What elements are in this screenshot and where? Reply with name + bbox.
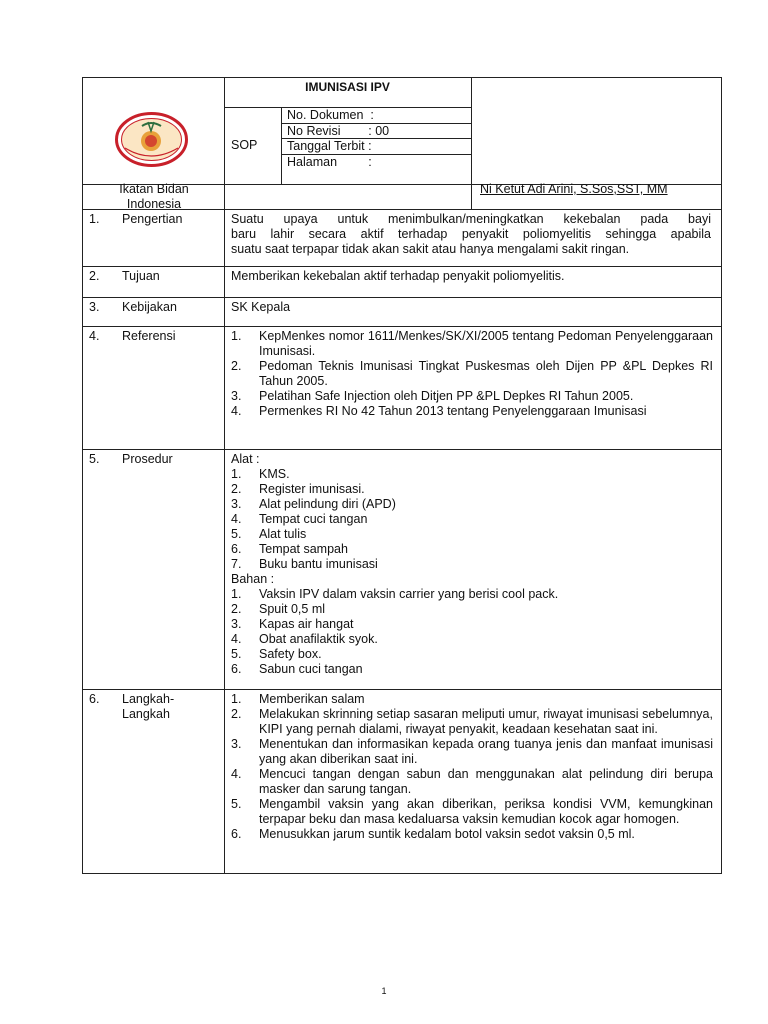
- row-label-line-2: Langkah: [122, 707, 170, 721]
- item-text: Pedoman Teknis Imunisasi Tingkat Puskesmas oleh Dijen PP &PL Depkes RI Tahun 2005.: [259, 359, 713, 388]
- item-text: Memberikan salam: [259, 692, 365, 706]
- item-text: Sabun cuci tangan: [259, 662, 363, 676]
- list-item: 2. Melakukan skrinning setiap sasaran meliputi umur, riwayat imunisasi sebelumnya, KIPI yang pernah dialami, riwayat penyakit, keadaan kesehatan saat ini.: [231, 707, 713, 736]
- list-item: 3. Menentukan dan informasikan kepada orang tuanya jenis dan manfaat imunisasi yang akan diberikan saat ini.: [231, 737, 713, 766]
- list-item: 3. Kapas air hangat: [231, 617, 354, 631]
- list-item: 6. Sabun cuci tangan: [231, 662, 363, 676]
- col-divider-left: [224, 77, 225, 874]
- row-label: Kebijakan: [122, 300, 177, 314]
- item-text: Melakukan skrinning setiap sasaran meliputi umur, riwayat imunisasi sebelumnya, KIPI yang pernah dialami, riwayat penyakit, keadaan kesehatan saat ini.: [259, 707, 713, 736]
- list-item: 1. Vaksin IPV dalam vaksin carrier yang berisi cool pack.: [231, 587, 559, 601]
- list-item: 4. Tempat cuci tangan: [231, 512, 368, 526]
- row-label: Referensi: [122, 329, 176, 343]
- item-text: Vaksin IPV dalam vaksin carrier yang berisi cool pack.: [259, 587, 559, 601]
- signatory-name: Ni Ketut Adi Arini, S.Sos,SST, MM: [480, 182, 668, 196]
- ibi-logo: [115, 112, 188, 167]
- row-number: 3.: [89, 300, 100, 314]
- row-label: Tujuan: [122, 269, 160, 283]
- row-number: 1.: [89, 212, 100, 226]
- list-item: 1. KepMenkes nomor 1611/Menkes/SK/XI/2005 tentang Pedoman Penyelenggaraan Imunisasi.: [231, 329, 713, 358]
- row-label: Pengertian: [122, 212, 183, 226]
- field-tanggal-terbit: Tanggal Terbit :: [287, 139, 372, 153]
- tujuan-text: Memberikan kekebalan aktif terhadap penyakit poliomyelitis.: [231, 269, 565, 283]
- row-line-5: [82, 449, 722, 450]
- item-text: Alat pelindung diri (APD): [259, 497, 396, 511]
- list-item: 7. Buku bantu imunisasi: [231, 557, 378, 571]
- list-item: 2. Pedoman Teknis Imunisasi Tingkat Puskesmas oleh Dijen PP &PL Depkes RI Tahun 2005.: [231, 359, 713, 388]
- item-text: KepMenkes nomor 1611/Menkes/SK/XI/2005 tentang Pedoman Penyelenggaraan Imunisasi.: [259, 329, 713, 358]
- row-line-4: [82, 326, 722, 327]
- list-item: 3. Alat pelindung diri (APD): [231, 497, 396, 511]
- col-divider-sop: [281, 107, 282, 184]
- item-text: Spuit 0,5 ml: [259, 602, 326, 616]
- row-line-6: [82, 689, 722, 690]
- text-line: suatu saat terpapar tidak akan sakit atau hanya mengalami sakit ringan.: [231, 242, 630, 256]
- row-number: 6.: [89, 692, 100, 706]
- row-number: 2.: [89, 269, 100, 283]
- item-text: Tempat cuci tangan: [259, 512, 368, 526]
- alat-heading: Alat :: [231, 452, 260, 466]
- bahan-list: [231, 587, 713, 677]
- page-number: 1: [381, 986, 387, 996]
- field-halaman: Halaman :: [287, 155, 372, 169]
- list-item: 6. Menusukkan jarum suntik kedalam botol vaksin sedot vaksin 0,5 ml.: [231, 827, 635, 841]
- text-line: Suatu upaya untuk menimbulkan/meningkatkan kekebalan pada bayi: [231, 212, 711, 226]
- list-item: 4. Permenkes RI No 42 Tahun 2013 tentang Penyelenggaraan Imunisasi: [231, 404, 647, 418]
- col-divider-right-header: [471, 77, 472, 209]
- row-number: 5.: [89, 452, 100, 466]
- list-item: 1. Memberikan salam: [231, 692, 365, 706]
- list-item: 5. Safety box.: [231, 647, 322, 661]
- text-line: baru lahir secara aktif terhadap penyakit poliomyelitis sehingga apabila: [231, 227, 711, 241]
- item-text: Menusukkan jarum suntik kedalam botol vaksin sedot vaksin 0,5 ml.: [259, 827, 635, 841]
- field-no-dokumen: No. Dokumen :: [287, 108, 374, 122]
- item-text: Mencuci tangan dengan sabun dan menggunakan alat pelindung diri berupa masker dan sarung tangan.: [259, 767, 713, 796]
- list-item: 2. Register imunisasi.: [231, 482, 365, 496]
- langkah-list: [231, 692, 713, 842]
- row-number: 4.: [89, 329, 100, 343]
- item-text: Obat anafilaktik syok.: [259, 632, 378, 646]
- list-item: 3. Pelatihan Safe Injection oleh Ditjen PP &PL Depkes RI Tahun 2005.: [231, 389, 634, 403]
- item-text: Pelatihan Safe Injection oleh Ditjen PP &PL Depkes RI Tahun 2005.: [259, 389, 634, 403]
- sop-label: SOP: [231, 138, 258, 152]
- org-name: Ikatan Bidan Indonesia: [119, 182, 189, 211]
- row-line-3: [82, 297, 722, 298]
- pengertian-text: [231, 212, 711, 257]
- item-text: Alat tulis: [259, 527, 307, 541]
- list-item: 1. KMS.: [231, 467, 290, 481]
- item-text: Mengambil vaksin yang akan diberikan, periksa kondisi VVM, kemungkinan terpapar beku dan masa kedaluarsa vaksin kemudian kocok agar homogen.: [259, 797, 713, 826]
- item-text: Menentukan dan informasikan kepada orang tuanya jenis dan manfaat imunisasi yang akan diberikan saat ini.: [259, 737, 713, 766]
- list-item: 5. Mengambil vaksin yang akan diberikan, periksa kondisi VVM, kemungkinan terpapar beku dan masa kedaluarsa vaksin kemudian kocok agar homogen.: [231, 797, 713, 826]
- list-item: 2. Spuit 0,5 ml: [231, 602, 326, 616]
- alat-list: [231, 467, 713, 572]
- row-label: Prosedur: [122, 452, 173, 466]
- bahan-heading: Bahan :: [231, 572, 275, 586]
- item-text: Tempat sampah: [259, 542, 348, 556]
- field-no-revisi: No Revisi : 00: [287, 124, 390, 138]
- row-label-line-1: Langkah-: [122, 692, 175, 706]
- item-text: Safety box.: [259, 647, 322, 661]
- list-item: 4. Obat anafilaktik syok.: [231, 632, 378, 646]
- referensi-list: [231, 329, 713, 419]
- item-text: Buku bantu imunisasi: [259, 557, 378, 571]
- item-text: Permenkes RI No 42 Tahun 2013 tentang Penyelenggaraan Imunisasi: [259, 404, 647, 418]
- kebijakan-text: SK Kepala: [231, 300, 291, 314]
- item-text: Register imunisasi.: [259, 482, 365, 496]
- list-item: 6. Tempat sampah: [231, 542, 348, 556]
- list-item: 4. Mencuci tangan dengan sabun dan menggunakan alat pelindung diri berupa masker dan sarung tangan.: [231, 767, 713, 796]
- item-text: KMS.: [259, 467, 290, 481]
- item-text: Kapas air hangat: [259, 617, 354, 631]
- row-line-2: [82, 266, 722, 267]
- list-item: 5. Alat tulis: [231, 527, 307, 541]
- document-title: IMUNISASI IPV: [305, 80, 390, 94]
